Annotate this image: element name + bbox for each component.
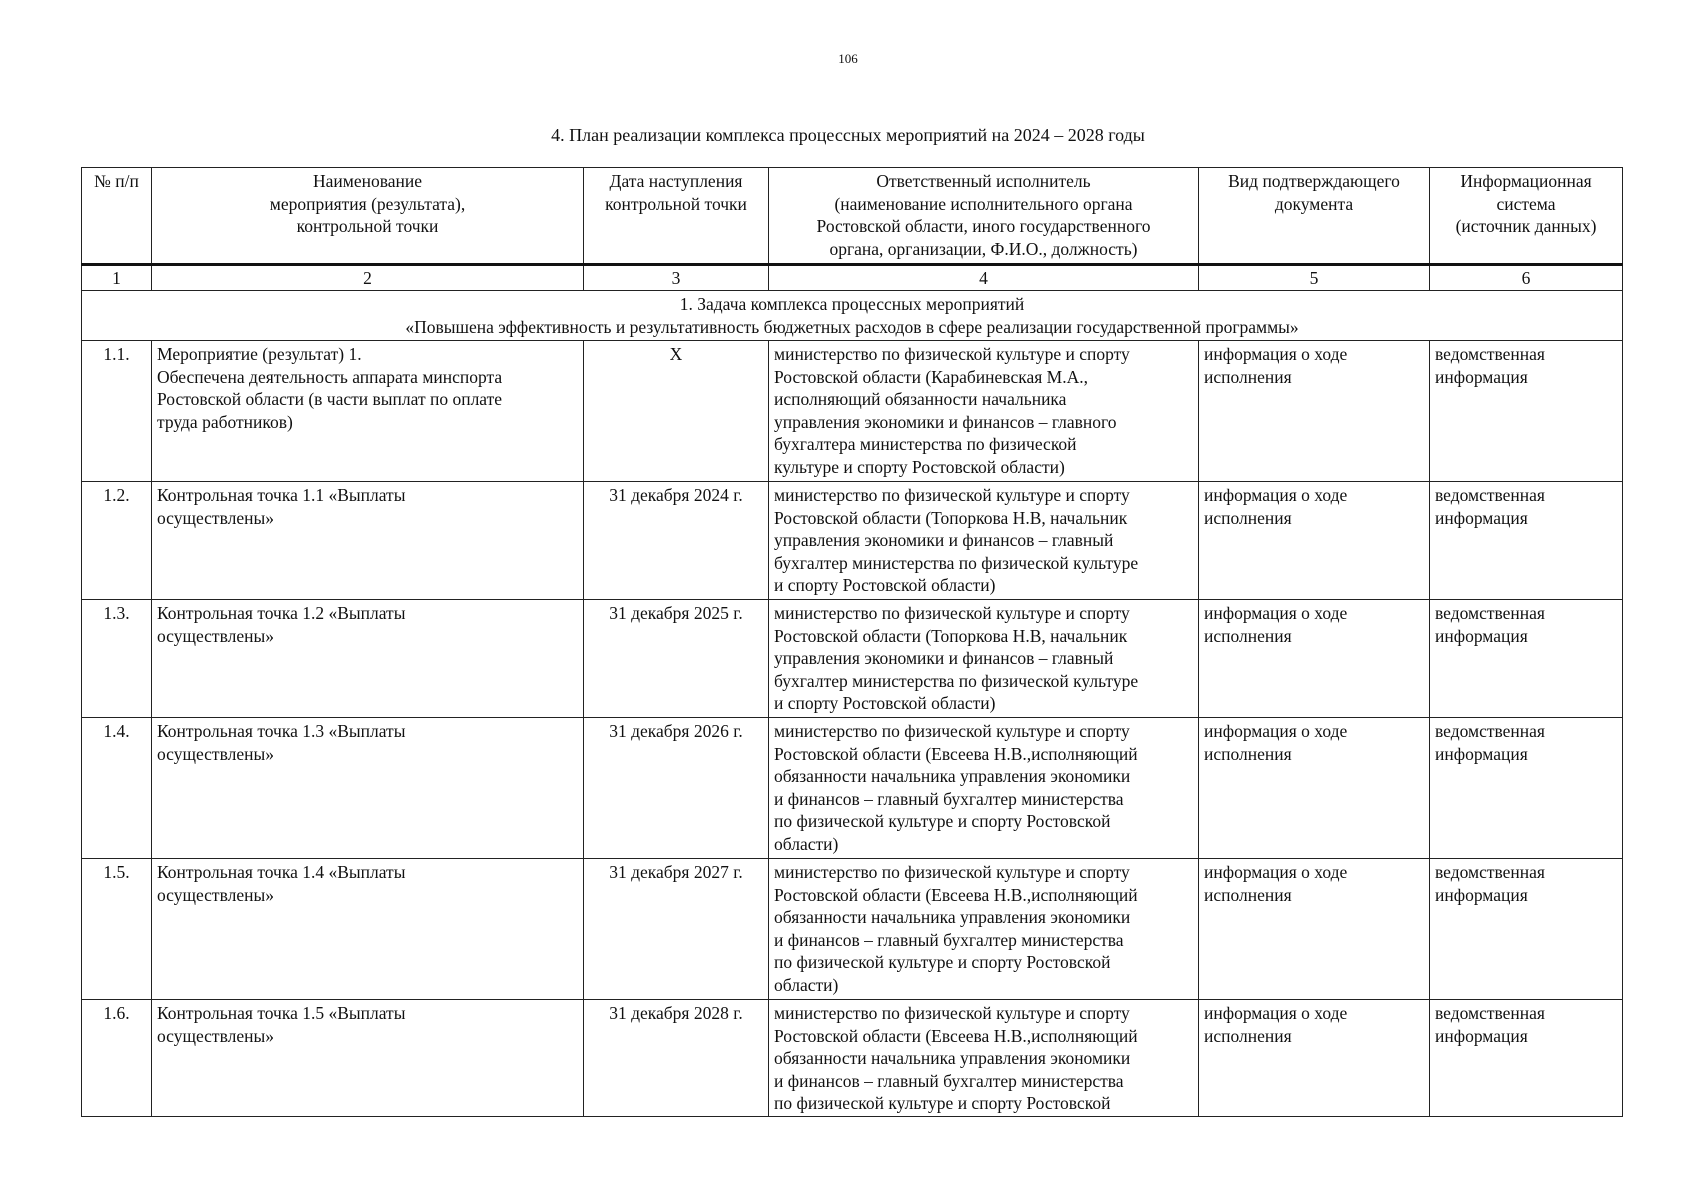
column-number: 6 xyxy=(1430,265,1623,291)
responsible-executor-line: по физической культуре и спорту Ростовской xyxy=(774,952,1111,973)
event-name xyxy=(152,718,584,859)
event-name-line: осуществлены» xyxy=(157,625,274,646)
row-number: 1.1. xyxy=(82,341,152,482)
information-system-line: информация xyxy=(1435,884,1528,905)
responsible-executor-line: и финансов – главный бухгалтер министерства xyxy=(774,929,1124,950)
responsible-executor-line: и финансов – главный бухгалтер министерства xyxy=(774,1070,1124,1091)
responsible-executor xyxy=(769,1000,1199,1117)
confirming-document xyxy=(1199,341,1430,482)
responsible-executor-line: Ростовской области (Топоркова Н.В, начальник xyxy=(774,507,1128,528)
responsible-executor-line: министерство по физической культуре и спорту xyxy=(774,721,1130,741)
control-date: 31 декабря 2026 г. xyxy=(584,718,769,859)
responsible-executor-line: управления экономики и финансов – главного xyxy=(774,411,1117,432)
page-title: 4. План реализации комплекса процессных мероприятий на 2024 – 2028 годы xyxy=(551,125,1145,145)
information-system xyxy=(1430,341,1623,482)
responsible-executor-line: Ростовской области (Карабиневская М.А., xyxy=(774,366,1088,387)
confirming-document xyxy=(1199,718,1430,859)
control-date: Х xyxy=(584,341,769,482)
event-name xyxy=(152,859,584,1000)
confirming-document xyxy=(1199,859,1430,1000)
confirming-document-line: исполнения xyxy=(1204,625,1292,646)
control-date: 31 декабря 2025 г. xyxy=(584,600,769,718)
column-number: 2 xyxy=(152,265,584,291)
confirming-document-line: информация о ходе xyxy=(1204,721,1348,741)
confirming-document-line: информация о ходе xyxy=(1204,1003,1348,1023)
information-system-line: ведомственная xyxy=(1435,485,1545,505)
header-text: мероприятия (результата), xyxy=(269,193,466,214)
responsible-executor-line: министерство по физической культуре и спорту xyxy=(774,344,1130,364)
page-number: 106 xyxy=(838,51,858,66)
control-date: 31 декабря 2024 г. xyxy=(584,482,769,600)
header-text: система xyxy=(1496,193,1556,214)
information-system xyxy=(1430,482,1623,600)
information-system-line: информация xyxy=(1435,743,1528,764)
information-system xyxy=(1430,600,1623,718)
responsible-executor-line: бухгалтера министерства по физической xyxy=(774,434,1077,455)
header-col-6 xyxy=(1430,168,1623,265)
section-subtitle: «Повышена эффективность и результативность бюджетных расходов в сфере реализации государственной программы» xyxy=(405,316,1299,337)
responsible-executor-line: обязанности начальника управления экономики xyxy=(774,907,1131,928)
table-row xyxy=(82,859,1623,1000)
header-col-5 xyxy=(1199,168,1430,265)
responsible-executor-line: области) xyxy=(774,974,839,995)
confirming-document-line: исполнения xyxy=(1204,507,1292,528)
responsible-executor-line: министерство по физической культуре и спорту xyxy=(774,485,1130,505)
row-number: 1.4. xyxy=(82,718,152,859)
responsible-executor-line: управления экономики и финансов – главный xyxy=(774,648,1114,669)
responsible-executor xyxy=(769,859,1199,1000)
responsible-executor xyxy=(769,482,1199,600)
information-system-line: информация xyxy=(1435,625,1528,646)
header-text: Ответственный исполнитель xyxy=(876,171,1091,191)
header-text: контрольной точки xyxy=(605,193,747,214)
control-date: 31 декабря 2028 г. xyxy=(584,1000,769,1117)
column-number: 3 xyxy=(584,265,769,291)
header-text: контрольной точки xyxy=(296,216,439,237)
responsible-executor xyxy=(769,600,1199,718)
information-system xyxy=(1430,1000,1623,1117)
event-name xyxy=(152,482,584,600)
confirming-document-line: исполнения xyxy=(1204,743,1292,764)
header-text: (наименование исполнительного органа xyxy=(834,193,1133,214)
column-number: 1 xyxy=(82,265,152,291)
responsible-executor-line: министерство по физической культуре и спорту xyxy=(774,862,1130,882)
responsible-executor-line: по физической культуре и спорту Ростовской xyxy=(774,811,1111,832)
plan-table xyxy=(81,167,1623,1117)
event-name xyxy=(152,600,584,718)
table-row xyxy=(82,1000,1623,1117)
header-text: органа, организации, Ф.И.О., должность) xyxy=(829,238,1138,259)
information-system xyxy=(1430,718,1623,859)
responsible-executor-line: министерство по физической культуре и спорту xyxy=(774,1003,1130,1023)
header-text: № п/п xyxy=(94,171,139,191)
responsible-executor-line: культуре и спорту Ростовской области) xyxy=(774,456,1065,477)
responsible-executor-line: министерство по физической культуре и спорту xyxy=(774,603,1130,623)
responsible-executor-line: обязанности начальника управления экономики xyxy=(774,766,1131,787)
confirming-document-line: информация о ходе xyxy=(1204,344,1348,364)
responsible-executor-line: Ростовской области (Евсеева Н.В.,исполняющий xyxy=(774,1025,1138,1046)
event-name-line: Контрольная точка 1.2 «Выплаты xyxy=(157,603,406,623)
column-number-row xyxy=(82,265,1623,291)
row-number: 1.6. xyxy=(82,1000,152,1117)
responsible-executor-line: по физической культуре и спорту Ростовской xyxy=(774,1093,1111,1114)
event-name-line: Мероприятие (результат) 1. xyxy=(157,344,362,364)
responsible-executor-line: Ростовской области (Евсеева Н.В.,исполняющий xyxy=(774,743,1138,764)
header-text: Ростовской области, иного государственного xyxy=(816,216,1151,237)
table-row xyxy=(82,718,1623,859)
event-name-line: Обеспечена деятельность аппарата минспорта xyxy=(157,366,503,387)
confirming-document-line: информация о ходе xyxy=(1204,603,1348,623)
header-col-4 xyxy=(769,168,1199,265)
information-system-line: информация xyxy=(1435,366,1528,387)
section-heading xyxy=(82,291,1623,341)
event-name-line: Контрольная точка 1.3 «Выплаты xyxy=(157,721,406,741)
responsible-executor xyxy=(769,718,1199,859)
responsible-executor-line: бухгалтер министерства по физической культуре xyxy=(774,552,1139,573)
header-text: Дата наступления xyxy=(609,171,743,191)
confirming-document xyxy=(1199,1000,1430,1117)
event-name-line: осуществлены» xyxy=(157,743,274,764)
information-system-line: ведомственная xyxy=(1435,721,1545,741)
responsible-executor-line: Ростовской области (Евсеева Н.В.,исполняющий xyxy=(774,884,1138,905)
table-row xyxy=(82,600,1623,718)
header-col-3 xyxy=(584,168,769,265)
event-name-line: осуществлены» xyxy=(157,884,274,905)
event-name-line: Ростовской области (в части выплат по оплате xyxy=(157,389,503,410)
confirming-document-line: исполнения xyxy=(1204,1025,1292,1046)
information-system-line: информация xyxy=(1435,1025,1528,1046)
header-col-2 xyxy=(152,168,584,265)
table-row xyxy=(82,482,1623,600)
event-name-line: труда работников) xyxy=(157,411,293,432)
event-name-line: Контрольная точка 1.4 «Выплаты xyxy=(157,862,406,882)
event-name-line: осуществлены» xyxy=(157,1025,274,1046)
header-text: (источник данных) xyxy=(1455,216,1597,237)
row-number: 1.5. xyxy=(82,859,152,1000)
event-name-line: Контрольная точка 1.5 «Выплаты xyxy=(157,1003,406,1023)
section-row xyxy=(82,291,1623,341)
confirming-document-line: исполнения xyxy=(1204,366,1292,387)
column-number: 4 xyxy=(769,265,1199,291)
responsible-executor-line: Ростовской области (Топоркова Н.В, начальник xyxy=(774,625,1128,646)
header-text: документа xyxy=(1274,193,1354,214)
responsible-executor-line: обязанности начальника управления экономики xyxy=(774,1048,1131,1069)
header-text: Наименование xyxy=(312,171,423,191)
column-number: 5 xyxy=(1199,265,1430,291)
control-date: 31 декабря 2027 г. xyxy=(584,859,769,1000)
responsible-executor xyxy=(769,341,1199,482)
information-system-line: ведомственная xyxy=(1435,603,1545,623)
information-system-line: ведомственная xyxy=(1435,344,1545,364)
header-text: Информационная xyxy=(1460,171,1592,191)
section-title: 1. Задача комплекса процессных мероприятий xyxy=(679,294,1025,314)
confirming-document xyxy=(1199,482,1430,600)
confirming-document-line: информация о ходе xyxy=(1204,862,1348,882)
event-name xyxy=(152,341,584,482)
confirming-document xyxy=(1199,600,1430,718)
responsible-executor-line: управления экономики и финансов – главный xyxy=(774,530,1114,551)
responsible-executor-line: и спорту Ростовской области) xyxy=(774,693,996,714)
information-system-line: ведомственная xyxy=(1435,862,1545,882)
row-number: 1.2. xyxy=(82,482,152,600)
responsible-executor-line: бухгалтер министерства по физической культуре xyxy=(774,670,1139,691)
event-name xyxy=(152,1000,584,1117)
responsible-executor-line: и спорту Ростовской области) xyxy=(774,575,996,596)
table-row xyxy=(82,341,1623,482)
information-system xyxy=(1430,859,1623,1000)
responsible-executor-line: исполняющий обязанности начальника xyxy=(774,389,1067,410)
event-name-line: осуществлены» xyxy=(157,507,274,528)
row-number: 1.3. xyxy=(82,600,152,718)
responsible-executor-line: и финансов – главный бухгалтер министерства xyxy=(774,788,1124,809)
header-col-1 xyxy=(82,168,152,265)
confirming-document-line: исполнения xyxy=(1204,884,1292,905)
information-system-line: ведомственная xyxy=(1435,1003,1545,1023)
responsible-executor-line: области) xyxy=(774,833,839,854)
confirming-document-line: информация о ходе xyxy=(1204,485,1348,505)
header-text: Вид подтверждающего xyxy=(1228,171,1400,191)
event-name-line: Контрольная точка 1.1 «Выплаты xyxy=(157,485,406,505)
information-system-line: информация xyxy=(1435,507,1528,528)
table-header-row xyxy=(82,168,1623,265)
